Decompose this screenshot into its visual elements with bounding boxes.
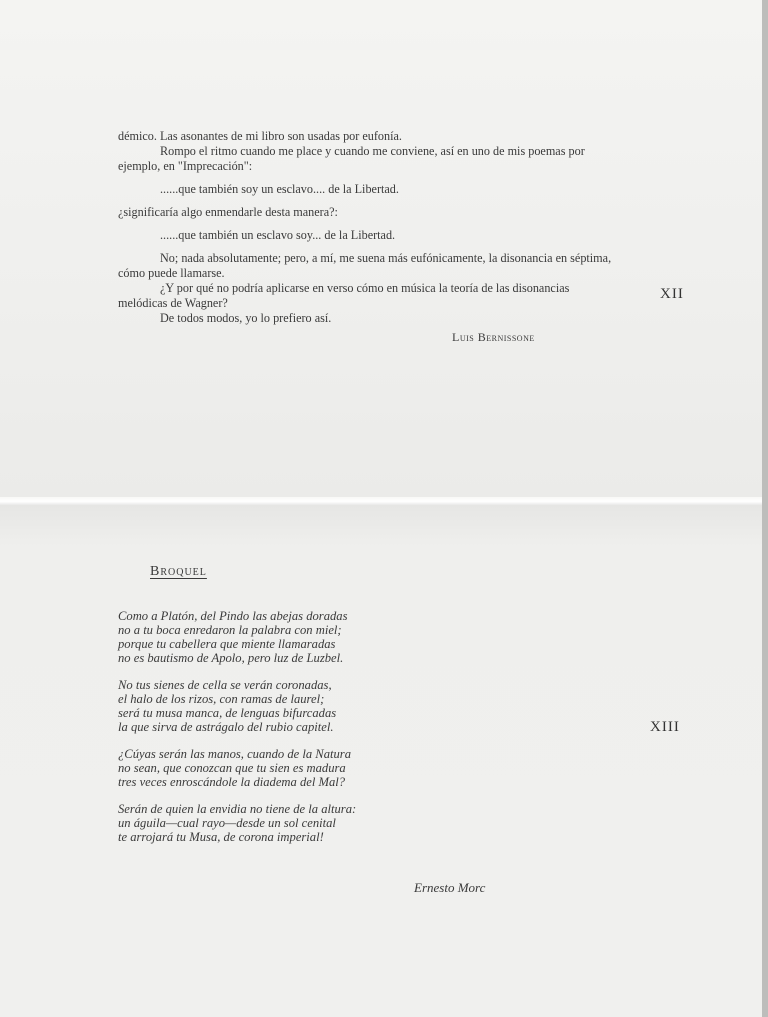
verse-line: tres veces enroscándole la diadema del Mal? [118,775,346,789]
verse-line: No tus sienes de cella se verán coronadas, [118,678,332,692]
quoted-verse-1: ......que también soy un esclavo.... de la Libertad. [160,182,399,196]
verse-line: la que sirva de astrágalo del rubio capitel. [118,720,334,734]
verse-line: no a tu boca enredaron la palabra con miel; [118,623,342,637]
page-numeral-xii: XII [660,286,684,302]
stanza-2 [118,678,478,734]
verse-line: Como a Platón, del Pindo las abejas doradas [118,609,348,623]
quoted-verse-2: ......que también un esclavo soy... de la Libertad. [160,228,396,242]
verse-line: ¿Cúyas serán las manos, cuando de la Natura [118,747,351,761]
paragraph-6: De todos modos, yo lo prefiero así. [160,311,332,325]
paragraph-5: ¿Y por qué no podría aplicarse en verso cómo en música la teoría de las disonancias melódicas de Wagner? [118,281,570,310]
verse-line: el halo de los rizos, con ramas de laurel; [118,692,325,706]
stanza-1 [118,609,478,665]
verse-line: un águila—cual rayo—desde un sol cenital [118,816,336,830]
top-page [0,0,762,498]
paragraph-4: No; nada absolutamente; pero, a mí, me suena más eufónicamente, la disonancia en séptima, cómo puede llamarse. [118,251,612,280]
paragraph-3: ¿significaría algo enmendarle desta manera?: [118,205,338,219]
verse-line: no sean, que conozcan que tu sien es madura [118,761,346,775]
poem-broquel [118,609,478,857]
paragraph-2: Rompo el ritmo cuando me place y cuando me conviene, así en uno de mis poemas por ejemplo, en "Imprecación": [118,144,585,173]
verse-line: Serán de quien la envidia no tiene de la altura: [118,802,357,816]
poem-title: Broquel [150,564,207,579]
stanza-3 [118,747,478,789]
right-page-edge [762,0,768,1017]
verse-line: porque tu cabellera que miente llamaradas [118,637,336,651]
page-numeral-xiii: XIII [650,719,680,735]
verse-line: te arrojará tu Musa, de corona imperial! [118,830,324,844]
signature-luis-bernissone: Luis Bernissone [452,330,535,344]
verse-line: será tu musa manca, de lenguas bifurcadas [118,706,337,720]
essay-text [118,129,618,326]
verse-line: no es bautismo de Apolo, pero luz de Luzbel. [118,651,344,665]
poem-author: Ernesto Morc [414,880,486,895]
paragraph-1: démico. Las asonantes de mi libro son usadas por eufonía. [118,129,402,143]
stanza-4 [118,802,478,844]
